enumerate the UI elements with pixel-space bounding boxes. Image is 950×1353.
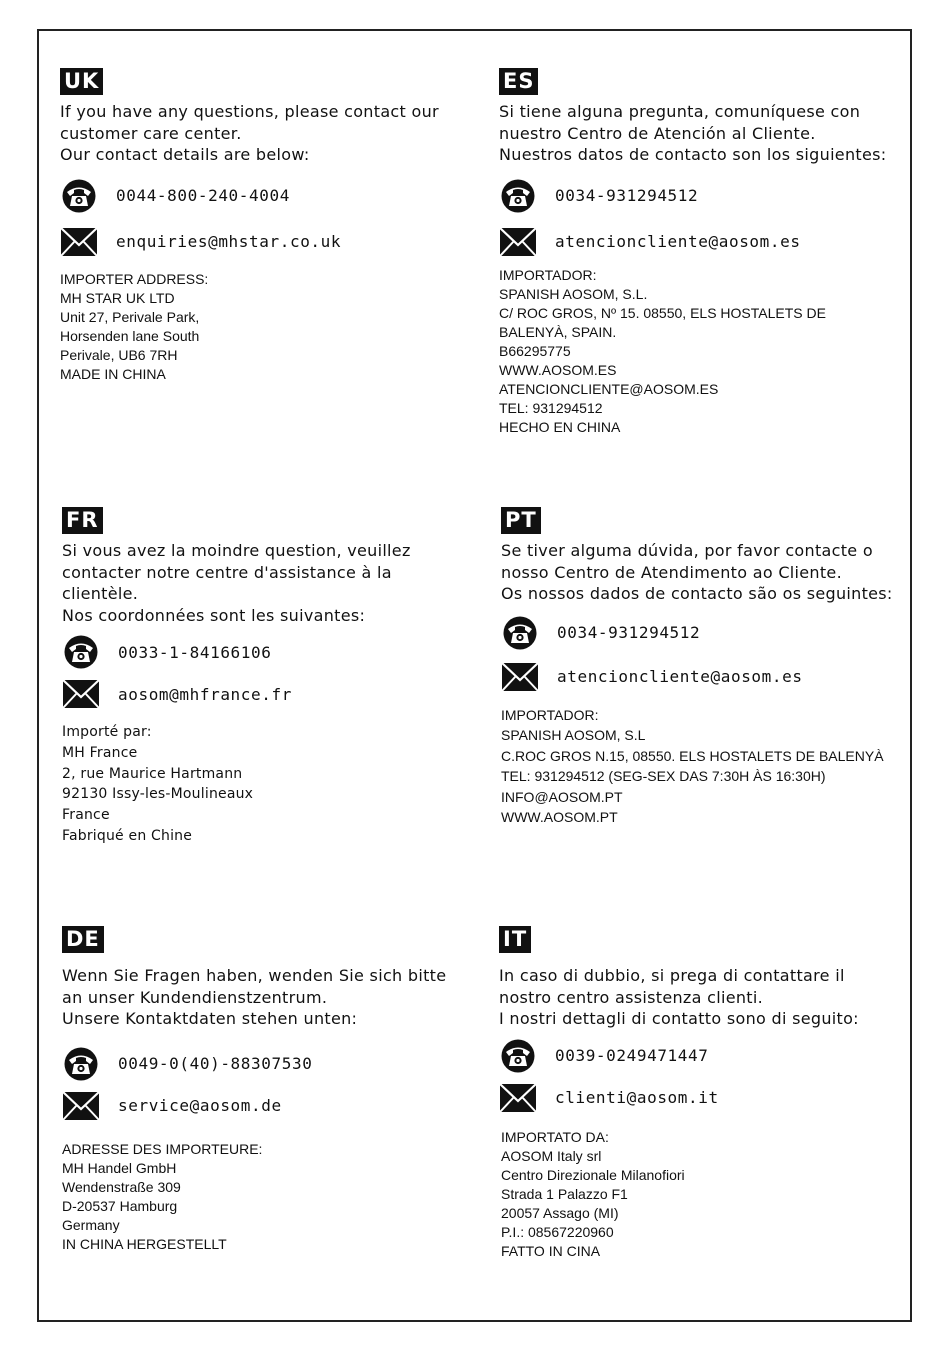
email-address[interactable]: aosom@mhfrance.fr [118,684,292,704]
address-line: Strada 1 Palazzo F1 [501,1185,628,1202]
phone-row [60,180,480,212]
address-line: WWW.AOSOM.ES [499,361,617,378]
email-address[interactable]: enquiries@mhstar.co.uk [116,232,342,251]
email-address[interactable]: atencioncliente@aosom.es [557,667,803,686]
language-badge: DE [62,926,104,953]
phone-number[interactable]: 0039-0249471447 [555,1046,709,1065]
importer-address [499,266,919,437]
address-line: HECHO EN CHINA [499,418,621,435]
section-it [499,926,919,1261]
address-line: WWW.AOSOM.PT [501,809,618,825]
intro-line: Wenn Sie Fragen haben, wenden Sie sich bitte [62,966,447,985]
intro-line: nuestro Centro de Atención al Cliente. [499,123,816,143]
email-row [499,226,919,258]
address-line: France [62,807,110,824]
intro-line: Our contact details are below: [60,145,310,164]
intro-text [60,101,480,166]
intro-line: Nos coordonnées sont les suivantes: [62,605,366,625]
telephone-icon [501,616,539,650]
email-address[interactable]: service@aosom.de [118,1096,282,1115]
address-line: IMPORTADOR: [499,266,597,283]
phone-number[interactable]: 0034-931294512 [557,623,701,642]
intro-line: Nuestros datos de contacto son los siguientes: [499,145,887,164]
envelope-icon [501,660,539,694]
language-badge: FR [62,507,103,534]
envelope-icon [62,1089,100,1123]
address-line: IMPORTER ADDRESS: [60,270,209,287]
email-address[interactable]: atencioncliente@aosom.es [555,232,801,251]
phone-row [499,1040,919,1072]
address-line: P.I.: 08567220960 [501,1223,614,1240]
address-line: D-20537 Hamburg [62,1197,178,1214]
phone-row [62,1048,482,1080]
intro-line: Os nossos dados de contacto são os seguintes: [501,584,893,603]
intro-line: Si tiene alguna pregunta, comuníquese con [499,102,861,121]
language-badge: PT [501,507,541,534]
address-line: Horsenden lane South [60,327,200,344]
phone-number[interactable]: 0034-931294512 [555,186,699,205]
address-line: 2, rue Maurice Hartmann [62,765,243,782]
intro-line: an unser Kundendienstzentrum. [62,987,328,1007]
language-badge: ES [499,68,538,95]
address-line: 20057 Assago (MI) [501,1204,619,1221]
email-row [62,1090,482,1122]
phone-row [499,180,919,212]
email-row [499,1082,919,1114]
phone-row [501,617,921,649]
phone-row [62,636,482,668]
address-line: C/ ROC GROS, Nº 15. 08550, ELS HOSTALETS DE [499,304,826,321]
address-line: INFO@AOSOM.PT [501,788,623,805]
address-line: TEL: 931294512 [499,399,603,416]
language-badge: UK [60,68,103,95]
address-line: MADE IN CHINA [60,365,166,382]
address-line: 92130 Issy-les-Moulineaux [62,786,254,803]
intro-text [62,540,482,626]
intro-line: nostro centro assistenza clienti. [499,987,763,1007]
language-badge: IT [499,926,531,953]
address-line: TEL: 931294512 (SEG-SEX DAS 7:30H ÀS 16:30H) [501,768,826,784]
intro-text [62,965,482,1030]
section-fr [62,507,482,847]
address-line: B66295775 [499,342,571,359]
address-line: Importé par: [62,724,152,740]
importer-address [62,1140,482,1254]
address-line: Centro Direzionale Milanofiori [501,1166,685,1183]
address-line: IMPORTATO DA: [501,1128,609,1145]
phone-number[interactable]: 0049-0(40)-88307530 [118,1054,313,1073]
section-es [499,68,919,437]
address-line: MH Handel GmbH [62,1159,177,1176]
phone-number[interactable]: 0044-800-240-4004 [116,186,290,205]
intro-line: I nostri dettagli di contatto sono di seguito: [499,1009,859,1028]
address-line: MH STAR UK LTD [60,289,175,306]
address-line: ADRESSE DES IMPORTEURE: [62,1140,263,1157]
telephone-icon [60,179,98,213]
section-pt [501,507,921,828]
importer-address [501,705,921,828]
intro-line: clientèle. [62,584,139,603]
intro-text [501,540,921,605]
address-line: IN CHINA HERGESTELLT [62,1235,227,1252]
address-line: SPANISH AOSOM, S.L [501,727,646,743]
address-line: Fabriqué en Chine [62,827,193,844]
phone-number[interactable]: 0033-1-84166106 [118,642,272,662]
importer-address [62,722,482,847]
address-line: ATENCIONCLIENTE@AOSOM.ES [499,380,719,397]
email-row [62,678,482,710]
email-row [501,661,921,693]
telephone-icon [499,179,537,213]
intro-line: If you have any questions, please contact our [60,102,439,121]
telephone-icon [62,1047,100,1081]
intro-text [499,965,919,1030]
envelope-icon [62,677,100,711]
intro-line: Unsere Kontaktdaten stehen unten: [62,1009,358,1028]
envelope-icon [60,225,98,259]
address-line: Wendenstraße 309 [62,1178,181,1195]
address-line: MH France [62,744,138,761]
address-line: SPANISH AOSOM, S.L. [499,285,648,302]
telephone-icon [499,1039,537,1073]
address-line: IMPORTADOR: [501,706,599,723]
address-line: Unit 27, Perivale Park, [60,308,200,325]
intro-line: Si vous avez la moindre question, veuillez [62,541,411,560]
address-line: FATTO IN CINA [501,1242,601,1259]
address-line: Germany [62,1216,120,1233]
intro-line: customer care center. [60,123,242,143]
section-de [62,926,482,1254]
email-row [60,226,480,258]
envelope-icon [499,1081,537,1115]
importer-address [499,1128,919,1261]
intro-line: nosso Centro de Atendimento ao Cliente. [501,562,842,582]
intro-line: In caso di dubbio, si prega di contattare il [499,966,845,985]
intro-line: Se tiver alguma dúvida, por favor contacte o [501,541,873,560]
intro-line: contacter notre centre d'assistance à la [62,562,392,582]
address-line: AOSOM Italy srl [501,1147,602,1164]
address-line: C.ROC GROS N.15, 08550. ELS HOSTALETS DE BALENYÀ [501,747,884,764]
importer-address [60,270,480,384]
telephone-icon [62,635,100,669]
email-address[interactable]: clienti@aosom.it [555,1088,719,1107]
section-uk [60,68,480,384]
address-line: Perivale, UB6 7RH [60,346,178,363]
envelope-icon [499,225,537,259]
intro-text [499,101,919,166]
address-line: BALENYÀ, SPAIN. [499,323,617,340]
